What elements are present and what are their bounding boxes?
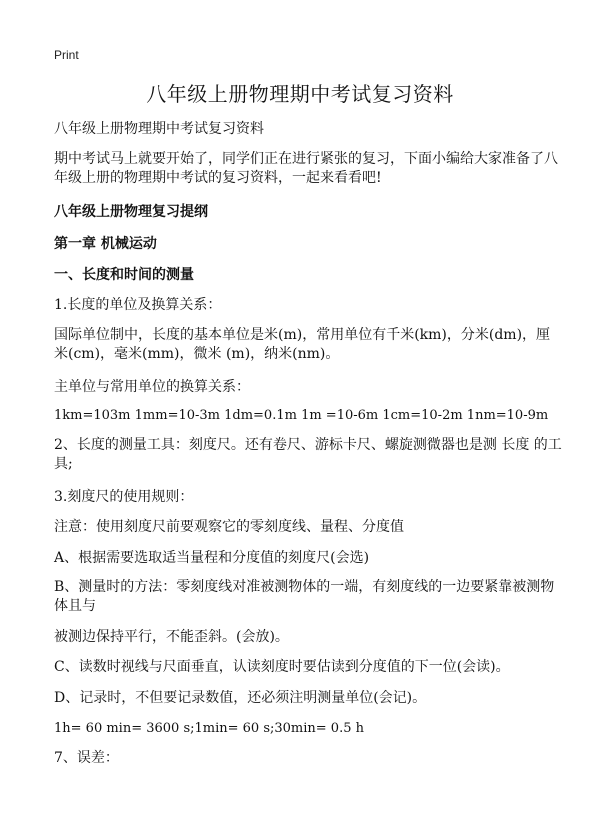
paragraph-rule-d: D、记录时，不但要记录数值，还必须注明测量单位(会记)。 — [54, 690, 427, 706]
print-link[interactable]: Print — [54, 48, 79, 62]
page-title: 八年级上册物理期中考试复习资料 — [146, 82, 454, 106]
paragraph-time-conversions: 1h= 60 min= 3600 s;1min= 60 s;30min= 0.5 h — [54, 721, 364, 736]
paragraph-conversion-intro: 主单位与常用单位的换算关系： — [54, 379, 250, 395]
paragraph-rule-c: C、读数时视线与尺面垂直，认读刻度时要估读到分度值的下一位(会读)。 — [54, 659, 510, 675]
paragraph-length-units: 1.长度的单位及换算关系： — [54, 297, 222, 313]
paragraph-ruler-rules: 3.刻度尺的使用规则： — [54, 489, 194, 505]
paragraph-error: 7、误差： — [54, 750, 119, 766]
paragraph-measuring-tools: 2、长度的测量工具：刻度尺。还有卷尺、游标卡尺、螺旋测微器也是测 长度 的工具; — [54, 437, 562, 472]
section-heading: 一、长度和时间的测量 — [54, 267, 194, 283]
paragraph-si-units: 国际单位制中，长度的基本单位是米(m)，常用单位有千米(km)，分米(dm)，厘米(cm)，毫米(mm)，微米 (m)，纳米(nm)。 — [54, 327, 551, 362]
intro-paragraph: 期中考试马上就要开始了，同学们正在进行紧张的复习，下面小编给大家准备了八年级上册的物理期中考试的复习资料，一起来看看吧! — [54, 151, 558, 186]
paragraph-conversions: 1km=103m 1mm=10-3m 1dm=0.1m 1m =10-6m 1cm=10-2m 1nm=10-9m — [54, 408, 549, 423]
outline-heading: 八年级上册物理复习提纲 — [54, 204, 208, 220]
paragraph-rule-a: A、根据需要选取适当量程和分度值的刻度尺(会选) — [54, 550, 370, 566]
paragraph-note: 注意：使用刻度尺前要观察它的零刻度线、量程、分度值 — [54, 519, 404, 535]
subtitle: 八年级上册物理期中考试复习资料 — [54, 121, 264, 137]
chapter-heading: 第一章 机械运动 — [54, 236, 157, 252]
paragraph-rule-b: B、测量时的方法：零刻度线对准被测物体的一端，有刻度线的一边要紧靠被测物体且与 — [54, 579, 555, 614]
paragraph-rule-b-continued: 被测边保持平行，不能歪斜。(会放)。 — [54, 629, 289, 645]
